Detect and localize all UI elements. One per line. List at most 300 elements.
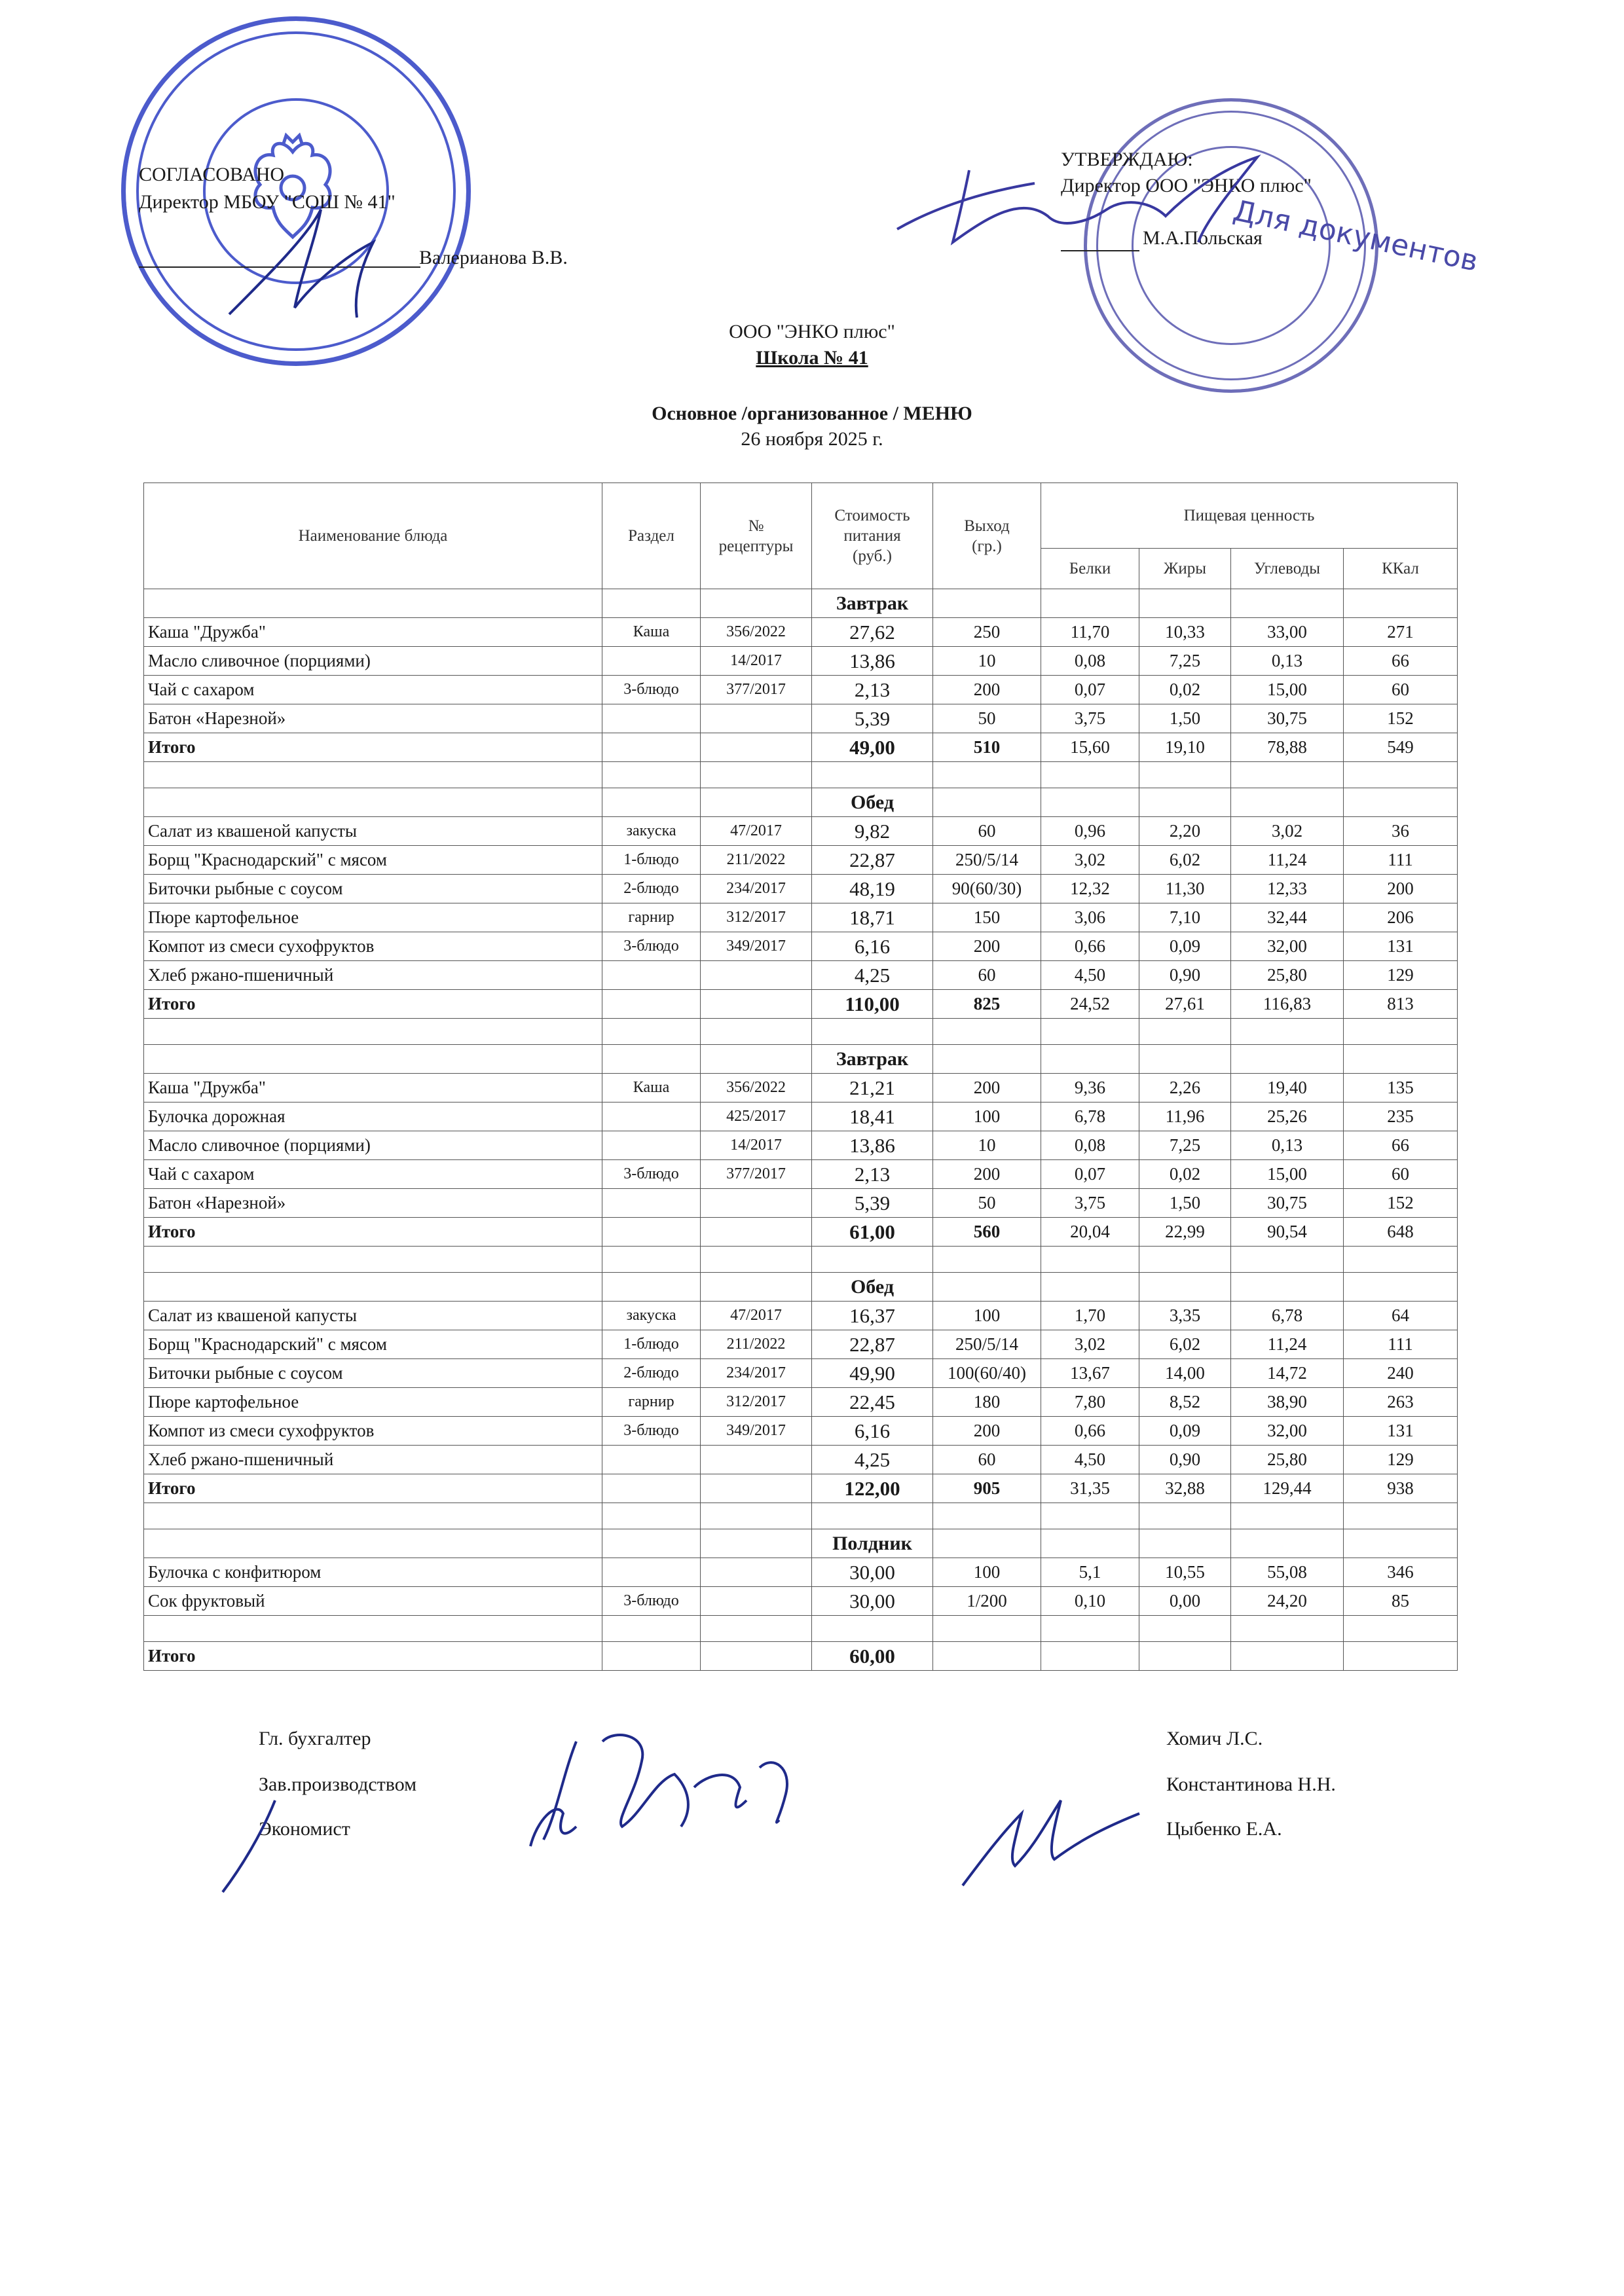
cell-carbs: 25,80	[1231, 961, 1344, 990]
cell-kcal: 129	[1344, 1446, 1458, 1474]
empty-cell	[144, 1616, 602, 1642]
section-row	[144, 1529, 1458, 1558]
cell-protein: 1,70	[1041, 1302, 1139, 1330]
section-title: Полдник	[812, 1529, 933, 1558]
section-title: Завтрак	[812, 589, 933, 618]
empty-cell	[701, 589, 812, 618]
table-row	[144, 846, 1458, 875]
cell-recipe: 14/2017	[701, 1131, 812, 1160]
cell-kcal: 129	[1344, 961, 1458, 990]
cell-name: Сок фруктовый	[144, 1587, 602, 1616]
cell-carbs: 3,02	[1231, 817, 1344, 846]
total-yield: 825	[933, 990, 1041, 1019]
empty-cell	[1041, 1247, 1139, 1273]
total-protein: 15,60	[1041, 733, 1139, 762]
total-recipe	[701, 733, 812, 762]
signature-name-economist: Цыбенко Е.А.	[1166, 1818, 1282, 1840]
empty-cell	[1041, 788, 1139, 817]
empty-cell	[1139, 1045, 1231, 1074]
total-recipe	[701, 1218, 812, 1247]
col-header-fat: Жиры	[1139, 549, 1231, 589]
cell-kcal: 85	[1344, 1587, 1458, 1616]
cell-name: Хлеб ржано-пшеничный	[144, 1446, 602, 1474]
spacer-row	[144, 1247, 1458, 1273]
cell-yield: 200	[933, 1160, 1041, 1189]
cell-section	[602, 1102, 701, 1131]
cell-kcal: 131	[1344, 1417, 1458, 1446]
cell-fat: 11,96	[1139, 1102, 1231, 1131]
signature-right-icon	[891, 144, 1310, 262]
empty-cell	[1139, 1273, 1231, 1302]
total-kcal: 549	[1344, 733, 1458, 762]
cell-protein: 5,1	[1041, 1558, 1139, 1587]
cell-fat: 6,02	[1139, 846, 1231, 875]
table-row	[144, 647, 1458, 676]
cell-cost: 5,39	[812, 704, 933, 733]
cell-cost: 18,41	[812, 1102, 933, 1131]
total-kcal: 938	[1344, 1474, 1458, 1503]
cell-cost: 4,25	[812, 961, 933, 990]
empty-cell	[1041, 589, 1139, 618]
cell-section: 3-блюдо	[602, 1417, 701, 1446]
table-row	[144, 1102, 1458, 1131]
cell-carbs: 32,00	[1231, 932, 1344, 961]
cell-kcal: 66	[1344, 1131, 1458, 1160]
empty-cell	[1139, 1247, 1231, 1273]
cell-fat: 7,25	[1139, 647, 1231, 676]
cell-fat: 1,50	[1139, 1189, 1231, 1218]
empty-cell	[1231, 1529, 1344, 1558]
cell-yield: 250	[933, 618, 1041, 647]
total-section	[602, 1218, 701, 1247]
table-row	[144, 1587, 1458, 1616]
cell-carbs: 0,13	[1231, 1131, 1344, 1160]
company-name: ООО "ЭНКО плюс"	[729, 321, 895, 342]
cell-name: Чай с сахаром	[144, 1160, 602, 1189]
cell-name: Чай с сахаром	[144, 676, 602, 704]
cell-carbs: 14,72	[1231, 1359, 1344, 1388]
total-fat: 22,99	[1139, 1218, 1231, 1247]
signature-name-accountant: Хомич Л.С.	[1166, 1728, 1263, 1749]
table-row	[144, 704, 1458, 733]
total-recipe	[701, 1474, 812, 1503]
table-row	[144, 1446, 1458, 1474]
cell-cost: 27,62	[812, 618, 933, 647]
empty-cell	[144, 762, 602, 788]
cell-section: 3-блюдо	[602, 1587, 701, 1616]
empty-cell	[602, 1273, 701, 1302]
cell-carbs: 25,80	[1231, 1446, 1344, 1474]
empty-cell	[701, 1616, 812, 1642]
cell-name: Батон «Нарезной»	[144, 1189, 602, 1218]
cell-yield: 150	[933, 903, 1041, 932]
cell-fat: 3,35	[1139, 1302, 1231, 1330]
empty-cell	[1344, 1616, 1458, 1642]
approval-left-position: Директор МБОУ "СОШ № 41"	[139, 191, 396, 213]
cell-kcal: 36	[1344, 817, 1458, 846]
cell-protein: 3,02	[1041, 1330, 1139, 1359]
empty-cell	[1231, 1019, 1344, 1045]
empty-cell	[812, 1616, 933, 1642]
cell-cost: 18,71	[812, 903, 933, 932]
cell-recipe: 425/2017	[701, 1102, 812, 1131]
empty-cell	[1344, 1529, 1458, 1558]
cell-name: Компот из смеси сухофруктов	[144, 1417, 602, 1446]
cell-section: 2-блюдо	[602, 1359, 701, 1388]
table-row	[144, 1131, 1458, 1160]
cell-kcal: 346	[1344, 1558, 1458, 1587]
empty-cell	[1344, 1045, 1458, 1074]
empty-cell	[1344, 589, 1458, 618]
cell-kcal: 64	[1344, 1302, 1458, 1330]
cell-cost: 22,45	[812, 1388, 933, 1417]
cell-section	[602, 1446, 701, 1474]
cell-recipe	[701, 704, 812, 733]
cell-protein: 0,66	[1041, 1417, 1139, 1446]
menu-title: Основное /организованное / МЕНЮ	[652, 403, 972, 424]
empty-cell	[602, 1019, 701, 1045]
cell-section: закуска	[602, 1302, 701, 1330]
cell-carbs: 32,44	[1231, 903, 1344, 932]
empty-cell	[1231, 762, 1344, 788]
cell-carbs: 33,00	[1231, 618, 1344, 647]
total-yield	[933, 1642, 1041, 1671]
cell-name: Биточки рыбные с соусом	[144, 1359, 602, 1388]
empty-cell	[1344, 788, 1458, 817]
cell-name: Салат из квашеной капусты	[144, 817, 602, 846]
cell-fat: 6,02	[1139, 1330, 1231, 1359]
signature-economist-2-icon	[950, 1787, 1146, 1892]
cell-cost: 22,87	[812, 1330, 933, 1359]
total-section	[602, 1474, 701, 1503]
empty-cell	[1041, 1045, 1139, 1074]
cell-section: Каша	[602, 1074, 701, 1102]
total-protein	[1041, 1642, 1139, 1671]
empty-cell	[1041, 1529, 1139, 1558]
cell-section	[602, 704, 701, 733]
cell-kcal: 206	[1344, 903, 1458, 932]
empty-cell	[812, 762, 933, 788]
cell-fat: 10,55	[1139, 1558, 1231, 1587]
cell-name: Борщ "Краснодарский" с мясом	[144, 846, 602, 875]
total-carbs: 90,54	[1231, 1218, 1344, 1247]
total-recipe	[701, 990, 812, 1019]
empty-cell	[933, 762, 1041, 788]
empty-cell	[144, 1273, 602, 1302]
cell-name: Батон «Нарезной»	[144, 704, 602, 733]
total-fat: 32,88	[1139, 1474, 1231, 1503]
empty-cell	[144, 788, 602, 817]
cell-fat: 8,52	[1139, 1388, 1231, 1417]
cell-recipe: 211/2022	[701, 846, 812, 875]
spacer-row	[144, 762, 1458, 788]
empty-cell	[602, 788, 701, 817]
cell-section	[602, 1558, 701, 1587]
menu-table-body	[144, 589, 1458, 1671]
cell-carbs: 6,78	[1231, 1302, 1344, 1330]
cell-yield: 60	[933, 1446, 1041, 1474]
empty-cell	[602, 1616, 701, 1642]
cell-protein: 11,70	[1041, 618, 1139, 647]
cell-fat: 2,26	[1139, 1074, 1231, 1102]
empty-cell	[602, 1503, 701, 1529]
cell-cost: 49,90	[812, 1359, 933, 1388]
empty-cell	[812, 1247, 933, 1273]
empty-cell	[1139, 589, 1231, 618]
empty-cell	[602, 1529, 701, 1558]
total-name: Итого	[144, 990, 602, 1019]
cell-section	[602, 1131, 701, 1160]
total-cost: 110,00	[812, 990, 933, 1019]
table-row	[144, 1359, 1458, 1388]
cell-protein: 0,08	[1041, 1131, 1139, 1160]
col-header-section: Раздел	[602, 483, 701, 589]
cell-fat: 0,09	[1139, 1417, 1231, 1446]
empty-cell	[1139, 1616, 1231, 1642]
cell-section: Каша	[602, 618, 701, 647]
empty-cell	[701, 1529, 812, 1558]
cell-yield: 10	[933, 1131, 1041, 1160]
col-header-cost: Стоимость питания (руб.)	[812, 483, 933, 589]
cell-section: гарнир	[602, 903, 701, 932]
empty-cell	[602, 1045, 701, 1074]
empty-cell	[701, 1503, 812, 1529]
cell-name: Биточки рыбные с соусом	[144, 875, 602, 903]
approval-left-heading: СОГЛАСОВАНО	[139, 164, 285, 185]
cell-section: закуска	[602, 817, 701, 846]
cell-cost: 6,16	[812, 932, 933, 961]
total-fat	[1139, 1642, 1231, 1671]
cell-kcal: 60	[1344, 676, 1458, 704]
table-row	[144, 903, 1458, 932]
cell-protein: 3,75	[1041, 1189, 1139, 1218]
empty-cell	[933, 1529, 1041, 1558]
cell-name: Масло сливочное (порциями)	[144, 647, 602, 676]
total-carbs: 116,83	[1231, 990, 1344, 1019]
table-row	[144, 932, 1458, 961]
cell-carbs: 19,40	[1231, 1074, 1344, 1102]
spacer-row	[144, 1616, 1458, 1642]
cell-yield: 60	[933, 817, 1041, 846]
table-row	[144, 1388, 1458, 1417]
cell-section	[602, 647, 701, 676]
cell-cost: 13,86	[812, 647, 933, 676]
col-header-protein: Белки	[1041, 549, 1139, 589]
empty-cell	[1231, 1273, 1344, 1302]
table-row	[144, 817, 1458, 846]
cell-yield: 100	[933, 1102, 1041, 1131]
menu-date: 26 ноября 2025 г.	[741, 428, 883, 450]
total-section	[602, 1642, 701, 1671]
total-fat: 19,10	[1139, 733, 1231, 762]
total-kcal: 648	[1344, 1218, 1458, 1247]
cell-yield: 10	[933, 647, 1041, 676]
total-yield: 560	[933, 1218, 1041, 1247]
cell-recipe: 47/2017	[701, 1302, 812, 1330]
cell-kcal: 235	[1344, 1102, 1458, 1131]
table-row	[144, 961, 1458, 990]
total-protein: 31,35	[1041, 1474, 1139, 1503]
cell-yield: 250/5/14	[933, 1330, 1041, 1359]
cell-fat: 10,33	[1139, 618, 1231, 647]
cell-yield: 200	[933, 676, 1041, 704]
cell-section: 2-блюдо	[602, 875, 701, 903]
cell-recipe: 356/2022	[701, 1074, 812, 1102]
empty-cell	[933, 1247, 1041, 1273]
cell-fat: 0,90	[1139, 1446, 1231, 1474]
empty-cell	[1041, 762, 1139, 788]
empty-cell	[1231, 589, 1344, 618]
cell-section	[602, 1189, 701, 1218]
cell-carbs: 11,24	[1231, 846, 1344, 875]
cell-recipe	[701, 961, 812, 990]
empty-cell	[933, 1045, 1041, 1074]
empty-cell	[1231, 1247, 1344, 1273]
empty-cell	[701, 1045, 812, 1074]
cell-fat: 7,10	[1139, 903, 1231, 932]
section-title: Обед	[812, 788, 933, 817]
cell-name: Каша "Дружба"	[144, 1074, 602, 1102]
empty-cell	[1041, 1616, 1139, 1642]
cell-section: 1-блюдо	[602, 846, 701, 875]
empty-cell	[1139, 1019, 1231, 1045]
cell-name: Каша "Дружба"	[144, 618, 602, 647]
empty-cell	[1139, 762, 1231, 788]
cell-yield: 200	[933, 1417, 1041, 1446]
cell-carbs: 15,00	[1231, 676, 1344, 704]
cell-name: Салат из квашеной капусты	[144, 1302, 602, 1330]
section-row	[144, 589, 1458, 618]
table-row	[144, 1558, 1458, 1587]
total-kcal	[1344, 1642, 1458, 1671]
cell-protein: 12,32	[1041, 875, 1139, 903]
total-carbs: 78,88	[1231, 733, 1344, 762]
total-protein: 24,52	[1041, 990, 1139, 1019]
cell-fat: 7,25	[1139, 1131, 1231, 1160]
cell-yield: 100	[933, 1558, 1041, 1587]
cell-recipe: 349/2017	[701, 932, 812, 961]
approval-left-name: Валерианова В.В.	[419, 247, 568, 268]
total-carbs	[1231, 1642, 1344, 1671]
cell-carbs: 11,24	[1231, 1330, 1344, 1359]
cell-name: Борщ "Краснодарский" с мясом	[144, 1330, 602, 1359]
cell-carbs: 15,00	[1231, 1160, 1344, 1189]
total-kcal: 813	[1344, 990, 1458, 1019]
empty-cell	[144, 1503, 602, 1529]
empty-cell	[701, 788, 812, 817]
total-cost: 60,00	[812, 1642, 933, 1671]
cell-protein: 0,66	[1041, 932, 1139, 961]
cell-protein: 0,07	[1041, 676, 1139, 704]
table-row	[144, 1330, 1458, 1359]
empty-cell	[1344, 1503, 1458, 1529]
empty-cell	[1139, 1503, 1231, 1529]
empty-cell	[812, 1019, 933, 1045]
table-row	[144, 676, 1458, 704]
cell-yield: 1/200	[933, 1587, 1041, 1616]
signature-economist-icon	[210, 1794, 288, 1899]
table-row	[144, 875, 1458, 903]
total-row	[144, 1474, 1458, 1503]
cell-recipe: 356/2022	[701, 618, 812, 647]
cell-cost: 2,13	[812, 1160, 933, 1189]
cell-carbs: 30,75	[1231, 704, 1344, 733]
total-row	[144, 990, 1458, 1019]
empty-cell	[933, 1273, 1041, 1302]
total-section	[602, 990, 701, 1019]
cell-name: Булочка с конфитюром	[144, 1558, 602, 1587]
cell-protein: 0,10	[1041, 1587, 1139, 1616]
cell-recipe: 211/2022	[701, 1330, 812, 1359]
cell-recipe: 234/2017	[701, 875, 812, 903]
cell-carbs: 32,00	[1231, 1417, 1344, 1446]
section-row	[144, 1273, 1458, 1302]
cell-protein: 3,02	[1041, 846, 1139, 875]
cell-protein: 4,50	[1041, 961, 1139, 990]
cell-yield: 50	[933, 1189, 1041, 1218]
spacer-row	[144, 1019, 1458, 1045]
cell-protein: 0,08	[1041, 647, 1139, 676]
cell-protein: 0,96	[1041, 817, 1139, 846]
cell-recipe: 349/2017	[701, 1417, 812, 1446]
cell-recipe: 47/2017	[701, 817, 812, 846]
cell-cost: 9,82	[812, 817, 933, 846]
cell-fat: 2,20	[1139, 817, 1231, 846]
signature-role-accountant: Гл. бухгалтер	[259, 1728, 371, 1749]
cell-section	[602, 961, 701, 990]
cell-name: Масло сливочное (порциями)	[144, 1131, 602, 1160]
signature-role-production: Зав.производством	[259, 1774, 417, 1795]
approval-right-position: Директор ООО "ЭНКО плюс"	[1061, 175, 1312, 196]
total-yield: 510	[933, 733, 1041, 762]
cell-section: 3-блюдо	[602, 932, 701, 961]
cell-recipe: 312/2017	[701, 903, 812, 932]
cell-name: Хлеб ржано-пшеничный	[144, 961, 602, 990]
cell-recipe: 234/2017	[701, 1359, 812, 1388]
cell-kcal: 263	[1344, 1388, 1458, 1417]
total-name: Итого	[144, 733, 602, 762]
cell-cost: 2,13	[812, 676, 933, 704]
cell-protein: 7,80	[1041, 1388, 1139, 1417]
cell-carbs: 0,13	[1231, 647, 1344, 676]
cell-fat: 0,02	[1139, 1160, 1231, 1189]
cell-yield: 50	[933, 704, 1041, 733]
empty-cell	[933, 788, 1041, 817]
cell-kcal: 111	[1344, 1330, 1458, 1359]
table-row	[144, 1189, 1458, 1218]
empty-cell	[933, 589, 1041, 618]
cell-fat: 11,30	[1139, 875, 1231, 903]
section-row	[144, 1045, 1458, 1074]
empty-cell	[812, 1503, 933, 1529]
cell-recipe	[701, 1446, 812, 1474]
table-row	[144, 1302, 1458, 1330]
col-header-carbs: Углеводы	[1231, 549, 1344, 589]
section-row	[144, 788, 1458, 817]
cell-kcal: 111	[1344, 846, 1458, 875]
section-title: Завтрак	[812, 1045, 933, 1074]
approval-right-name: М.А.Польская	[1143, 227, 1263, 249]
cell-kcal: 131	[1344, 932, 1458, 961]
cell-cost: 5,39	[812, 1189, 933, 1218]
cell-fat: 1,50	[1139, 704, 1231, 733]
approval-right-heading: УТВЕРЖДАЮ:	[1061, 149, 1193, 170]
signature-left-icon	[216, 196, 426, 327]
total-row	[144, 733, 1458, 762]
cell-recipe	[701, 1587, 812, 1616]
cell-name: Булочка дорожная	[144, 1102, 602, 1131]
empty-cell	[1344, 762, 1458, 788]
